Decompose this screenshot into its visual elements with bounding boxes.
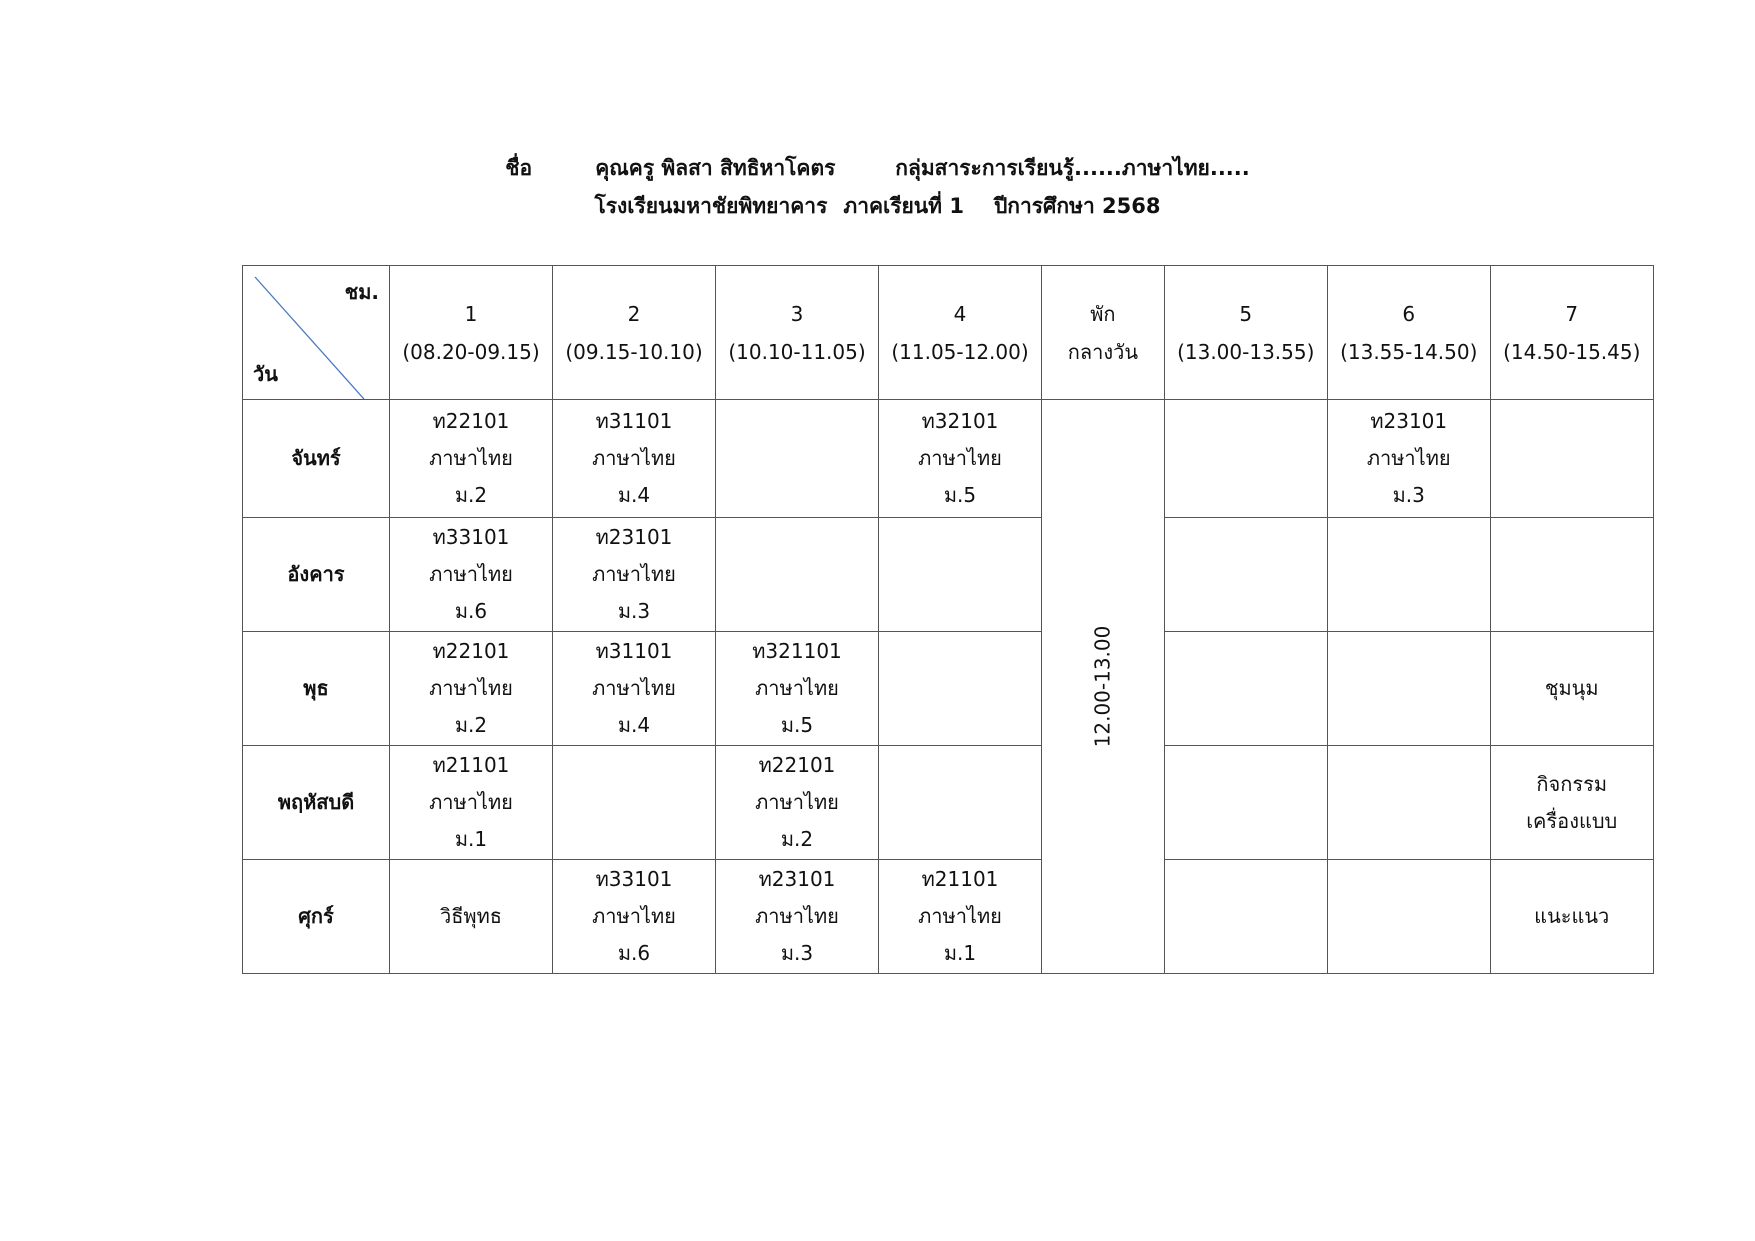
class-cell-line: ท31101: [595, 639, 673, 663]
class-cell-line: ภาษาไทย: [755, 790, 839, 814]
period-header-3: [879, 266, 1042, 400]
class-cell-line: ม.4: [617, 483, 651, 507]
period-header-5: [1164, 266, 1327, 400]
class-cell-line: ภาษาไทย: [429, 790, 513, 814]
day-cell: อังคาร: [243, 518, 390, 632]
class-cell: [553, 860, 716, 974]
class-cell: [553, 518, 716, 632]
class-cell-line: ม.1: [454, 827, 488, 851]
class-cell-line: ท21101: [921, 867, 999, 891]
class-cell: [390, 632, 553, 746]
period-label: ชม.: [344, 280, 379, 304]
class-cell: [716, 400, 879, 518]
period-header-4: [1042, 266, 1165, 400]
day-cell: พฤหัสบดี: [243, 746, 390, 860]
period-time: (13.55-14.50): [1340, 339, 1478, 364]
class-cell: [553, 632, 716, 746]
class-cell: [879, 746, 1042, 860]
academic-year: ปีการศึกษา 2568: [993, 194, 1161, 218]
class-cell: [1327, 632, 1490, 746]
class-cell-line: ภาษาไทย: [429, 562, 513, 586]
period-header-6: [1327, 266, 1490, 400]
name-label: ชื่อ: [505, 156, 533, 180]
class-cell: [1327, 400, 1490, 518]
header-line-1: [0, 152, 1755, 185]
class-cell: [1490, 632, 1653, 746]
period-number: 2: [627, 301, 641, 326]
class-cell-line: ม.2: [454, 483, 488, 507]
class-cell: [1490, 518, 1653, 632]
class-cell: [1327, 518, 1490, 632]
class-cell-line: ท32101: [921, 409, 999, 433]
corner-cell: [243, 266, 390, 400]
class-cell-line: ชุมนุม: [1544, 676, 1599, 700]
class-cell: [1327, 860, 1490, 974]
period-number: พัก: [1090, 301, 1116, 326]
class-cell: [1164, 400, 1327, 518]
class-cell-line: ท33101: [595, 867, 673, 891]
class-cell-line: แนะแนว: [1534, 904, 1610, 928]
subject-group: กลุ่มสาระการเรียนรู้......ภาษาไทย.....: [895, 156, 1250, 180]
class-cell: [879, 400, 1042, 518]
class-cell: [716, 518, 879, 632]
class-cell: [1164, 632, 1327, 746]
class-cell: [1327, 746, 1490, 860]
lunch-break-cell: [1042, 400, 1165, 974]
day-cell: จันทร์: [243, 400, 390, 518]
class-cell: [879, 632, 1042, 746]
class-cell-line: ม.5: [780, 713, 814, 737]
class-cell: [1164, 860, 1327, 974]
class-cell-line: ภาษาไทย: [592, 562, 676, 586]
class-cell-line: ภาษาไทย: [429, 446, 513, 470]
school-name: โรงเรียนมหาชัยพิทยาคาร: [594, 194, 828, 218]
day-label: วัน: [253, 362, 278, 386]
class-cell: [1490, 746, 1653, 860]
period-time: (09.15-10.10): [565, 339, 703, 364]
class-cell: [1490, 860, 1653, 974]
class-cell-line: เครื่องแบบ: [1526, 808, 1618, 833]
period-number: 7: [1565, 301, 1579, 326]
class-cell-line: กิจกรรม: [1536, 771, 1608, 796]
class-cell-line: ภาษาไทย: [918, 446, 1002, 470]
class-cell-line: ภาษาไทย: [592, 904, 676, 928]
period-header-2: [716, 266, 879, 400]
class-cell: [716, 632, 879, 746]
class-cell-line: ภาษาไทย: [429, 676, 513, 700]
class-cell-line: ภาษาไทย: [1366, 446, 1451, 470]
lunch-time: 12.00-13.00: [1090, 625, 1115, 748]
class-cell-line: ภาษาไทย: [592, 676, 676, 700]
period-time: (10.10-11.05): [728, 339, 866, 364]
class-cell: [390, 860, 553, 974]
class-cell: [553, 400, 716, 518]
class-cell: [1490, 400, 1653, 518]
header-line-2: [0, 190, 1755, 223]
class-cell-line: ท22101: [758, 753, 836, 777]
class-cell-line: ท22101: [432, 409, 510, 433]
class-cell: [716, 746, 879, 860]
class-cell-line: ม.6: [617, 941, 651, 965]
period-header-1: [553, 266, 716, 400]
class-cell-line: ม.6: [454, 599, 488, 623]
class-cell: [879, 518, 1042, 632]
class-cell-line: ม.3: [617, 599, 651, 623]
class-cell: [716, 860, 879, 974]
class-cell: [390, 518, 553, 632]
class-cell-line: ม.4: [617, 713, 651, 737]
class-cell: [390, 746, 553, 860]
day-cell: พุธ: [243, 632, 390, 746]
class-cell-line: ม.1: [943, 941, 977, 965]
class-cell-line: ท23101: [1370, 409, 1448, 433]
class-cell: [879, 860, 1042, 974]
class-cell-line: ท321101: [752, 639, 842, 663]
class-cell-line: ภาษาไทย: [592, 446, 676, 470]
class-cell-line: ม.5: [943, 483, 977, 507]
semester: ภาคเรียนที่ 1: [843, 194, 964, 218]
period-number: 6: [1402, 301, 1416, 326]
class-cell-line: ท22101: [432, 639, 510, 663]
period-number: 4: [953, 301, 967, 326]
class-cell-line: วิธีพุทธ: [439, 904, 502, 928]
period-header-7: [1490, 266, 1653, 400]
period-number: 1: [464, 301, 478, 326]
period-time: (11.05-12.00): [891, 339, 1029, 364]
period-time: (13.00-13.55): [1177, 339, 1315, 364]
class-cell: [1164, 518, 1327, 632]
class-cell-line: ม.3: [1392, 483, 1425, 507]
class-cell-line: ม.2: [780, 827, 814, 851]
class-cell-line: ท31101: [595, 409, 673, 433]
class-cell-line: ท21101: [432, 753, 510, 777]
class-cell-line: ท23101: [595, 525, 673, 549]
class-cell: [1164, 746, 1327, 860]
class-cell-line: ท23101: [758, 867, 836, 891]
class-cell-line: ภาษาไทย: [755, 904, 839, 928]
period-time: กลางวัน: [1067, 339, 1138, 364]
period-number: 3: [790, 301, 804, 326]
class-cell: [553, 746, 716, 860]
period-time: (08.20-09.15): [402, 339, 540, 364]
period-number: 5: [1239, 301, 1253, 326]
class-cell-line: ท33101: [432, 525, 510, 549]
teacher-name: คุณครู พิลสา สิทธิหาโคตร: [595, 156, 836, 180]
class-cell-line: ภาษาไทย: [755, 676, 839, 700]
timetable: [242, 265, 1654, 974]
class-cell-line: ภาษาไทย: [918, 904, 1002, 928]
day-cell: ศุกร์: [243, 860, 390, 974]
class-cell-line: ม.3: [780, 941, 814, 965]
period-header-0: [390, 266, 553, 400]
class-cell: [390, 400, 553, 518]
class-cell-line: ม.2: [454, 713, 488, 737]
period-time: (14.50-15.45): [1503, 339, 1641, 364]
